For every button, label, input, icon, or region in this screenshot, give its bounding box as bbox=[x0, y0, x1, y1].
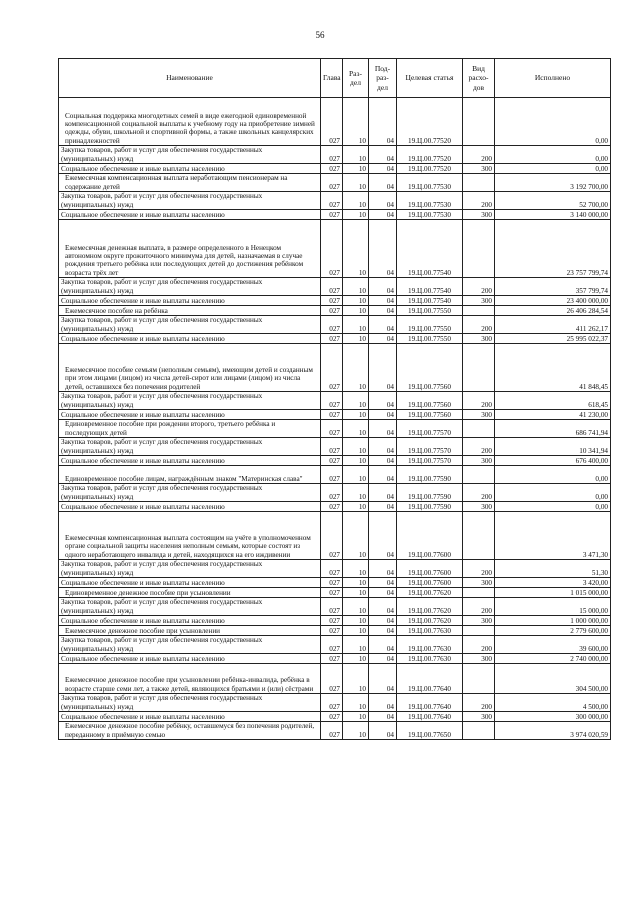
table-row bbox=[59, 306, 611, 316]
row-celevaya-statya: 19.Ц.00.77620 bbox=[397, 598, 463, 616]
row-razdel: 10 bbox=[343, 694, 369, 712]
row-name: Ежемесячное пособие на ребёнка bbox=[59, 306, 321, 316]
row-vid-rashodov bbox=[463, 174, 495, 192]
row-podrazdel: 04 bbox=[369, 344, 397, 392]
table-row bbox=[59, 654, 611, 664]
row-glava: 027 bbox=[321, 664, 343, 694]
row-glava: 027 bbox=[321, 98, 343, 146]
row-name: Ежемесячная компенсационная выплата неработающим пенсионерам на содержание детей bbox=[59, 174, 321, 192]
row-glava: 027 bbox=[321, 512, 343, 560]
table-row bbox=[59, 98, 611, 146]
row-name: Закупка товаров, работ и услуг для обеспечения государственных (муниципальных) нужд bbox=[59, 484, 321, 502]
row-razdel: 10 bbox=[343, 98, 369, 146]
row-name: Социальное обеспечение и иные выплаты населению bbox=[59, 210, 321, 220]
row-celevaya-statya: 19.Ц.00.77540 bbox=[397, 220, 463, 278]
row-glava: 027 bbox=[321, 654, 343, 664]
row-celevaya-statya: 19.Ц.00.77550 bbox=[397, 306, 463, 316]
row-ispolneno: 26 406 284,54 bbox=[495, 306, 611, 316]
row-name: Социальное обеспечение и иные выплаты населению bbox=[59, 712, 321, 722]
row-podrazdel: 04 bbox=[369, 466, 397, 484]
row-razdel: 10 bbox=[343, 560, 369, 578]
row-name: Ежемесячная денежная выплата, в размере определенного в Ненецком автономном округе прожиточного минимума для детей, назначаемая в случае рождения третьего ребёнка или последующих детей до достижения ребёнком возраста трёх лет bbox=[59, 220, 321, 278]
row-podrazdel: 04 bbox=[369, 560, 397, 578]
row-ispolneno: 411 262,17 bbox=[495, 316, 611, 334]
row-razdel: 10 bbox=[343, 344, 369, 392]
row-celevaya-statya: 19.Ц.00.77630 bbox=[397, 626, 463, 636]
row-vid-rashodov: 200 bbox=[463, 146, 495, 164]
row-razdel: 10 bbox=[343, 722, 369, 740]
row-celevaya-statya: 19.Ц.00.77560 bbox=[397, 392, 463, 410]
row-name: Закупка товаров, работ и услуг для обеспечения государственных (муниципальных) нужд bbox=[59, 636, 321, 654]
row-celevaya-statya: 19.Ц.00.77600 bbox=[397, 512, 463, 560]
row-ispolneno: 3 471,30 bbox=[495, 512, 611, 560]
row-ispolneno: 686 741,94 bbox=[495, 420, 611, 438]
header-glava: Глава bbox=[321, 59, 343, 98]
row-ispolneno: 0,00 bbox=[495, 466, 611, 484]
row-glava: 027 bbox=[321, 616, 343, 626]
row-podrazdel: 04 bbox=[369, 334, 397, 344]
row-razdel: 10 bbox=[343, 296, 369, 306]
row-vid-rashodov: 200 bbox=[463, 598, 495, 616]
row-glava: 027 bbox=[321, 484, 343, 502]
row-razdel: 10 bbox=[343, 220, 369, 278]
row-name: Единовременное пособие при рождении второго, третьего ребёнка и последующих детей bbox=[59, 420, 321, 438]
row-glava: 027 bbox=[321, 502, 343, 512]
row-podrazdel: 04 bbox=[369, 220, 397, 278]
row-name: Ежемесячная компенсационная выплата состоящим на учёте в уполномоченном органе социальной защиты населения неполным семьям, которые состоят из одного неработающего инвалида и детей, находящихся на его иждивении bbox=[59, 512, 321, 560]
table-row bbox=[59, 210, 611, 220]
row-podrazdel: 04 bbox=[369, 192, 397, 210]
row-razdel: 10 bbox=[343, 164, 369, 174]
row-ispolneno: 41 230,00 bbox=[495, 410, 611, 420]
row-glava: 027 bbox=[321, 344, 343, 392]
row-ispolneno: 3 420,00 bbox=[495, 578, 611, 588]
row-celevaya-statya: 19.Ц.00.77570 bbox=[397, 438, 463, 456]
row-name: Ежемесячное пособие семьям (неполным семьям), имеющим детей и созданным при этом лицами (лицом) из числа детей-сирот или лицами (лицом) из числа детей, оставшихся без попечения родителей bbox=[59, 344, 321, 392]
row-glava: 027 bbox=[321, 722, 343, 740]
row-celevaya-statya: 19.Ц.00.77640 bbox=[397, 664, 463, 694]
row-ispolneno: 1 015 000,00 bbox=[495, 588, 611, 598]
row-vid-rashodov: 300 bbox=[463, 410, 495, 420]
row-vid-rashodov: 300 bbox=[463, 712, 495, 722]
row-podrazdel: 04 bbox=[369, 296, 397, 306]
table-row bbox=[59, 722, 611, 740]
row-celevaya-statya: 19.Ц.00.77620 bbox=[397, 616, 463, 626]
row-glava: 027 bbox=[321, 146, 343, 164]
row-razdel: 10 bbox=[343, 578, 369, 588]
row-celevaya-statya: 19.Ц.00.77600 bbox=[397, 560, 463, 578]
row-celevaya-statya: 19.Ц.00.77520 bbox=[397, 98, 463, 146]
row-celevaya-statya: 19.Ц.00.77570 bbox=[397, 456, 463, 466]
row-ispolneno: 676 400,00 bbox=[495, 456, 611, 466]
row-glava: 027 bbox=[321, 306, 343, 316]
row-celevaya-statya: 19.Ц.00.77560 bbox=[397, 410, 463, 420]
row-vid-rashodov: 300 bbox=[463, 616, 495, 626]
header-podrazdel: Под- раз- дел bbox=[369, 59, 397, 98]
row-glava: 027 bbox=[321, 210, 343, 220]
row-podrazdel: 04 bbox=[369, 306, 397, 316]
row-celevaya-statya: 19.Ц.00.77530 bbox=[397, 192, 463, 210]
row-name: Социальное обеспечение и иные выплаты населению bbox=[59, 578, 321, 588]
row-ispolneno: 1 000 000,00 bbox=[495, 616, 611, 626]
row-name: Закупка товаров, работ и услуг для обеспечения государственных (муниципальных) нужд bbox=[59, 316, 321, 334]
row-celevaya-statya: 19.Ц.00.77530 bbox=[397, 174, 463, 192]
row-ispolneno: 0,00 bbox=[495, 502, 611, 512]
table-row bbox=[59, 438, 611, 456]
row-vid-rashodov: 200 bbox=[463, 636, 495, 654]
table-row bbox=[59, 192, 611, 210]
row-vid-rashodov: 300 bbox=[463, 578, 495, 588]
row-glava: 027 bbox=[321, 456, 343, 466]
row-razdel: 10 bbox=[343, 438, 369, 456]
row-ispolneno: 3 974 020,59 bbox=[495, 722, 611, 740]
row-glava: 027 bbox=[321, 578, 343, 588]
header-celevaya-statya: Целевая статья bbox=[397, 59, 463, 98]
row-name: Социальное обеспечение и иные выплаты населению bbox=[59, 456, 321, 466]
row-ispolneno: 304 500,00 bbox=[495, 664, 611, 694]
row-name: Закупка товаров, работ и услуг для обеспечения государственных (муниципальных) нужд bbox=[59, 192, 321, 210]
row-podrazdel: 04 bbox=[369, 664, 397, 694]
row-razdel: 10 bbox=[343, 616, 369, 626]
row-celevaya-statya: 19.Ц.00.77620 bbox=[397, 588, 463, 598]
row-razdel: 10 bbox=[343, 636, 369, 654]
row-glava: 027 bbox=[321, 694, 343, 712]
row-ispolneno: 25 995 022,37 bbox=[495, 334, 611, 344]
header-vid-rashodov: Вид расхо- дов bbox=[463, 59, 495, 98]
row-podrazdel: 04 bbox=[369, 456, 397, 466]
row-vid-rashodov: 300 bbox=[463, 164, 495, 174]
row-name: Социальное обеспечение и иные выплаты населению bbox=[59, 410, 321, 420]
row-name: Единовременное денежное пособие при усыновлении bbox=[59, 588, 321, 598]
row-glava: 027 bbox=[321, 174, 343, 192]
row-ispolneno: 39 600,00 bbox=[495, 636, 611, 654]
table-row bbox=[59, 616, 611, 626]
row-glava: 027 bbox=[321, 598, 343, 616]
row-razdel: 10 bbox=[343, 502, 369, 512]
row-razdel: 10 bbox=[343, 410, 369, 420]
row-glava: 027 bbox=[321, 278, 343, 296]
row-glava: 027 bbox=[321, 334, 343, 344]
row-ispolneno: 23 757 799,74 bbox=[495, 220, 611, 278]
row-name: Ежемесячное денежное пособие ребёнку, оставшемуся без попечения родителей, переданному в приёмную семью bbox=[59, 722, 321, 740]
row-celevaya-statya: 19.Ц.00.77550 bbox=[397, 334, 463, 344]
table-row bbox=[59, 146, 611, 164]
row-vid-rashodov: 200 bbox=[463, 560, 495, 578]
row-vid-rashodov bbox=[463, 344, 495, 392]
row-celevaya-statya: 19.Ц.00.77650 bbox=[397, 722, 463, 740]
table-header-row bbox=[59, 59, 611, 98]
row-celevaya-statya: 19.Ц.00.77590 bbox=[397, 502, 463, 512]
table-row bbox=[59, 220, 611, 278]
row-razdel: 10 bbox=[343, 174, 369, 192]
row-glava: 027 bbox=[321, 626, 343, 636]
row-podrazdel: 04 bbox=[369, 512, 397, 560]
row-vid-rashodov: 200 bbox=[463, 438, 495, 456]
row-celevaya-statya: 19.Ц.00.77640 bbox=[397, 694, 463, 712]
row-glava: 027 bbox=[321, 420, 343, 438]
row-vid-rashodov: 200 bbox=[463, 392, 495, 410]
row-ispolneno: 618,45 bbox=[495, 392, 611, 410]
row-razdel: 10 bbox=[343, 392, 369, 410]
table-row bbox=[59, 456, 611, 466]
row-glava: 027 bbox=[321, 410, 343, 420]
row-vid-rashodov bbox=[463, 220, 495, 278]
header-razdel: Раз- дел bbox=[343, 59, 369, 98]
row-celevaya-statya: 19.Ц.00.77530 bbox=[397, 210, 463, 220]
row-podrazdel: 04 bbox=[369, 712, 397, 722]
row-ispolneno: 41 848,45 bbox=[495, 344, 611, 392]
row-vid-rashodov: 200 bbox=[463, 316, 495, 334]
row-vid-rashodov bbox=[463, 420, 495, 438]
row-name: Закупка товаров, работ и услуг для обеспечения государственных (муниципальных) нужд bbox=[59, 598, 321, 616]
row-ispolneno: 0,00 bbox=[495, 484, 611, 502]
header-name: Наименование bbox=[59, 59, 321, 98]
row-podrazdel: 04 bbox=[369, 146, 397, 164]
row-glava: 027 bbox=[321, 466, 343, 484]
row-ispolneno: 0,00 bbox=[495, 146, 611, 164]
row-vid-rashodov: 300 bbox=[463, 334, 495, 344]
row-vid-rashodov bbox=[463, 306, 495, 316]
row-ispolneno: 3 192 700,00 bbox=[495, 174, 611, 192]
row-celevaya-statya: 19.Ц.00.77550 bbox=[397, 316, 463, 334]
row-razdel: 10 bbox=[343, 598, 369, 616]
row-glava: 027 bbox=[321, 560, 343, 578]
row-podrazdel: 04 bbox=[369, 626, 397, 636]
row-vid-rashodov: 200 bbox=[463, 694, 495, 712]
row-ispolneno: 10 341,94 bbox=[495, 438, 611, 456]
row-razdel: 10 bbox=[343, 146, 369, 164]
row-name: Ежемесячное денежное пособие при усыновлении ребёнка-инвалида, ребёнка в возрасте старше семи лет, а также детей, являющихся братьями и (или) сёстрами bbox=[59, 664, 321, 694]
table-body bbox=[59, 98, 611, 740]
row-name: Ежемесячное денежное пособие при усыновлении bbox=[59, 626, 321, 636]
row-celevaya-statya: 19.Ц.00.77520 bbox=[397, 146, 463, 164]
row-vid-rashodov: 300 bbox=[463, 296, 495, 306]
table-row bbox=[59, 598, 611, 616]
table-row bbox=[59, 278, 611, 296]
row-ispolneno: 2 779 600,00 bbox=[495, 626, 611, 636]
table-row bbox=[59, 694, 611, 712]
row-vid-rashodov bbox=[463, 722, 495, 740]
row-podrazdel: 04 bbox=[369, 410, 397, 420]
row-glava: 027 bbox=[321, 296, 343, 306]
table-row bbox=[59, 174, 611, 192]
row-razdel: 10 bbox=[343, 712, 369, 722]
row-name: Социальное обеспечение и иные выплаты населению bbox=[59, 334, 321, 344]
row-vid-rashodov: 300 bbox=[463, 654, 495, 664]
row-name: Закупка товаров, работ и услуг для обеспечения государственных (муниципальных) нужд bbox=[59, 392, 321, 410]
row-podrazdel: 04 bbox=[369, 484, 397, 502]
row-celevaya-statya: 19.Ц.00.77540 bbox=[397, 296, 463, 306]
row-vid-rashodov: 200 bbox=[463, 192, 495, 210]
table-row bbox=[59, 344, 611, 392]
page-number: 56 bbox=[315, 30, 325, 40]
row-glava: 027 bbox=[321, 588, 343, 598]
table-row bbox=[59, 664, 611, 694]
row-podrazdel: 04 bbox=[369, 616, 397, 626]
row-razdel: 10 bbox=[343, 484, 369, 502]
row-podrazdel: 04 bbox=[369, 722, 397, 740]
row-vid-rashodov: 300 bbox=[463, 210, 495, 220]
table-row bbox=[59, 712, 611, 722]
row-name: Закупка товаров, работ и услуг для обеспечения государственных (муниципальных) нужд bbox=[59, 560, 321, 578]
row-name: Закупка товаров, работ и услуг для обеспечения государственных (муниципальных) нужд bbox=[59, 146, 321, 164]
table-row bbox=[59, 420, 611, 438]
row-ispolneno: 2 740 000,00 bbox=[495, 654, 611, 664]
row-name: Единовременное пособие лицам, награждённым знаком "Материнская слава" bbox=[59, 466, 321, 484]
row-razdel: 10 bbox=[343, 420, 369, 438]
row-glava: 027 bbox=[321, 392, 343, 410]
row-razdel: 10 bbox=[343, 588, 369, 598]
row-razdel: 10 bbox=[343, 456, 369, 466]
table-row bbox=[59, 410, 611, 420]
row-podrazdel: 04 bbox=[369, 654, 397, 664]
row-podrazdel: 04 bbox=[369, 588, 397, 598]
row-celevaya-statya: 19.Ц.00.77630 bbox=[397, 654, 463, 664]
row-razdel: 10 bbox=[343, 192, 369, 210]
table-row bbox=[59, 484, 611, 502]
header-ispolneno: Исполнено bbox=[495, 59, 611, 98]
table-row bbox=[59, 164, 611, 174]
table-row bbox=[59, 636, 611, 654]
row-name: Социальная поддержка многодетных семей в виде ежегодной единовременной компенсационной социальной выплаты к учебному году на приобретение зимней одежды, обуви, школьной и спортивной формы, а также школьных канцелярских принадлежностей bbox=[59, 98, 321, 146]
row-celevaya-statya: 19.Ц.00.77630 bbox=[397, 636, 463, 654]
table-row bbox=[59, 466, 611, 484]
row-vid-rashodov bbox=[463, 664, 495, 694]
row-podrazdel: 04 bbox=[369, 164, 397, 174]
row-vid-rashodov: 200 bbox=[463, 278, 495, 296]
row-glava: 027 bbox=[321, 712, 343, 722]
row-celevaya-statya: 19.Ц.00.77640 bbox=[397, 712, 463, 722]
row-ispolneno: 0,00 bbox=[495, 98, 611, 146]
table-row bbox=[59, 560, 611, 578]
row-glava: 027 bbox=[321, 636, 343, 654]
row-podrazdel: 04 bbox=[369, 438, 397, 456]
row-name: Закупка товаров, работ и услуг для обеспечения государственных (муниципальных) нужд bbox=[59, 694, 321, 712]
row-ispolneno: 52 700,00 bbox=[495, 192, 611, 210]
row-razdel: 10 bbox=[343, 210, 369, 220]
table-row bbox=[59, 392, 611, 410]
row-podrazdel: 04 bbox=[369, 174, 397, 192]
table-row bbox=[59, 502, 611, 512]
row-podrazdel: 04 bbox=[369, 316, 397, 334]
budget-execution-table bbox=[58, 58, 611, 740]
row-razdel: 10 bbox=[343, 466, 369, 484]
row-celevaya-statya: 19.Ц.00.77600 bbox=[397, 578, 463, 588]
row-ispolneno: 51,30 bbox=[495, 560, 611, 578]
row-celevaya-statya: 19.Ц.00.77590 bbox=[397, 484, 463, 502]
row-razdel: 10 bbox=[343, 654, 369, 664]
row-glava: 027 bbox=[321, 220, 343, 278]
table-row bbox=[59, 334, 611, 344]
row-celevaya-statya: 19.Ц.00.77540 bbox=[397, 278, 463, 296]
row-name: Закупка товаров, работ и услуг для обеспечения государственных (муниципальных) нужд bbox=[59, 278, 321, 296]
row-vid-rashodov bbox=[463, 98, 495, 146]
row-celevaya-statya: 19.Ц.00.77590 bbox=[397, 466, 463, 484]
row-razdel: 10 bbox=[343, 334, 369, 344]
row-name: Социальное обеспечение и иные выплаты населению bbox=[59, 164, 321, 174]
table-row bbox=[59, 316, 611, 334]
row-ispolneno: 357 799,74 bbox=[495, 278, 611, 296]
row-podrazdel: 04 bbox=[369, 98, 397, 146]
row-vid-rashodov bbox=[463, 512, 495, 560]
row-razdel: 10 bbox=[343, 664, 369, 694]
table-row bbox=[59, 296, 611, 306]
row-vid-rashodov: 300 bbox=[463, 502, 495, 512]
row-celevaya-statya: 19.Ц.00.77560 bbox=[397, 344, 463, 392]
row-vid-rashodov: 300 bbox=[463, 456, 495, 466]
row-ispolneno: 0,00 bbox=[495, 164, 611, 174]
row-name: Социальное обеспечение и иные выплаты населению bbox=[59, 296, 321, 306]
row-celevaya-statya: 19.Ц.00.77520 bbox=[397, 164, 463, 174]
row-glava: 027 bbox=[321, 438, 343, 456]
row-razdel: 10 bbox=[343, 316, 369, 334]
table-row bbox=[59, 512, 611, 560]
row-podrazdel: 04 bbox=[369, 420, 397, 438]
table-row bbox=[59, 588, 611, 598]
row-podrazdel: 04 bbox=[369, 636, 397, 654]
row-glava: 027 bbox=[321, 316, 343, 334]
row-celevaya-statya: 19.Ц.00.77570 bbox=[397, 420, 463, 438]
row-podrazdel: 04 bbox=[369, 694, 397, 712]
row-podrazdel: 04 bbox=[369, 278, 397, 296]
row-podrazdel: 04 bbox=[369, 578, 397, 588]
row-vid-rashodov bbox=[463, 626, 495, 636]
table-row bbox=[59, 578, 611, 588]
row-podrazdel: 04 bbox=[369, 392, 397, 410]
row-ispolneno: 23 400 000,00 bbox=[495, 296, 611, 306]
row-name: Закупка товаров, работ и услуг для обеспечения государственных (муниципальных) нужд bbox=[59, 438, 321, 456]
row-vid-rashodov bbox=[463, 588, 495, 598]
row-glava: 027 bbox=[321, 164, 343, 174]
row-podrazdel: 04 bbox=[369, 502, 397, 512]
row-ispolneno: 300 000,00 bbox=[495, 712, 611, 722]
row-ispolneno: 15 000,00 bbox=[495, 598, 611, 616]
row-ispolneno: 3 140 000,00 bbox=[495, 210, 611, 220]
row-razdel: 10 bbox=[343, 278, 369, 296]
row-vid-rashodov: 200 bbox=[463, 484, 495, 502]
row-name: Социальное обеспечение и иные выплаты населению bbox=[59, 654, 321, 664]
row-razdel: 10 bbox=[343, 306, 369, 316]
row-name: Социальное обеспечение и иные выплаты населению bbox=[59, 616, 321, 626]
row-razdel: 10 bbox=[343, 512, 369, 560]
row-ispolneno: 4 500,00 bbox=[495, 694, 611, 712]
row-name: Социальное обеспечение и иные выплаты населению bbox=[59, 502, 321, 512]
row-vid-rashodov bbox=[463, 466, 495, 484]
row-razdel: 10 bbox=[343, 626, 369, 636]
table-row bbox=[59, 626, 611, 636]
row-podrazdel: 04 bbox=[369, 210, 397, 220]
row-podrazdel: 04 bbox=[369, 598, 397, 616]
row-glava: 027 bbox=[321, 192, 343, 210]
